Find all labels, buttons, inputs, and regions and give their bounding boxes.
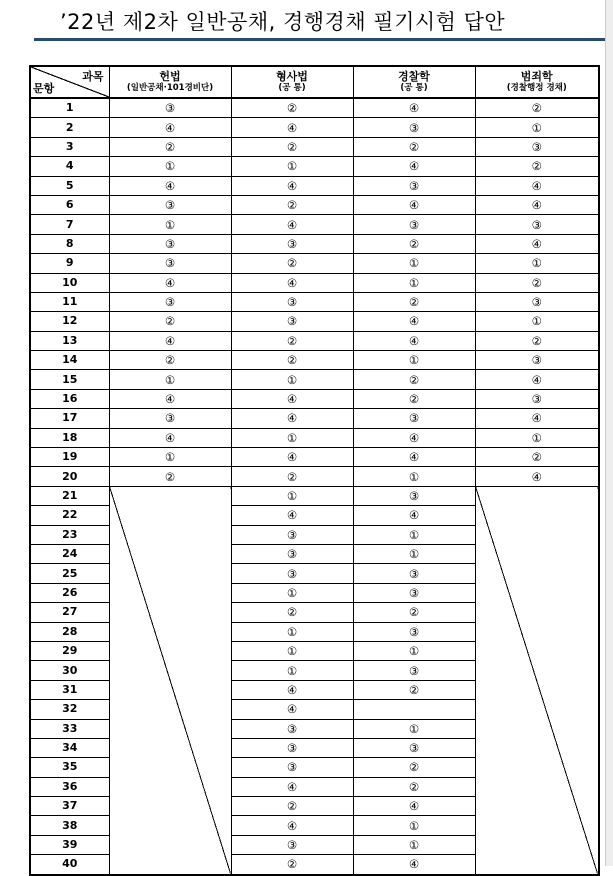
answer-cell-criminology: ④ — [475, 234, 599, 253]
page-title: ’22년 제2차 일반공채, 경행경채 필기시험 답안 — [60, 10, 506, 34]
answer-cell-criminal-law: ④ — [231, 176, 353, 195]
corner-header — [30, 66, 109, 98]
question-number: 26 — [30, 583, 109, 602]
answer-cell-constitution: ④ — [109, 428, 231, 447]
answer-cell-police-science: ① — [353, 816, 475, 835]
answer-cell-criminal-law: ② — [231, 195, 353, 214]
question-number: 2 — [30, 118, 109, 137]
question-number: 39 — [30, 835, 109, 854]
answer-cell-criminal-law: ③ — [231, 719, 353, 738]
subject-header-criminal-law — [231, 66, 353, 98]
answer-cell-constitution: ① — [109, 215, 231, 234]
question-number: 6 — [30, 195, 109, 214]
table-row — [30, 215, 599, 234]
question-number: 32 — [30, 700, 109, 719]
question-number: 29 — [30, 641, 109, 660]
question-number: 9 — [30, 254, 109, 273]
answer-cell-police-science: ③ — [353, 564, 475, 583]
answer-cell-criminology: ④ — [475, 467, 599, 486]
answer-cell-police-science: ③ — [353, 176, 475, 195]
subject-header-constitution — [109, 66, 231, 98]
answer-cell-police-science: ④ — [353, 331, 475, 350]
answer-cell-criminology: ② — [475, 448, 599, 467]
answer-cell-criminal-law: ② — [231, 98, 353, 118]
scrollbar[interactable] — [605, 0, 613, 866]
answer-cell-criminal-law: ④ — [231, 777, 353, 796]
subject-header-criminology — [475, 66, 599, 98]
question-number: 4 — [30, 157, 109, 176]
table-row — [30, 448, 599, 467]
table-row — [30, 428, 599, 447]
answer-cell-constitution: ① — [109, 157, 231, 176]
answer-cell-police-science: ① — [353, 254, 475, 273]
answer-cell-criminal-law: ① — [231, 641, 353, 660]
answer-cell-criminal-law: ② — [231, 797, 353, 816]
answer-cell-criminology: ① — [475, 118, 599, 137]
answer-cell-constitution: ④ — [109, 118, 231, 137]
subject-name: 헌법 — [159, 70, 181, 83]
answer-cell-constitution: ② — [109, 351, 231, 370]
table-row — [30, 312, 599, 331]
answer-cell-constitution: ③ — [109, 292, 231, 311]
answer-cell-constitution: ③ — [109, 195, 231, 214]
table-row — [30, 370, 599, 389]
corner-subject-label: 과목 — [82, 70, 104, 83]
answer-cell-police-science: ② — [353, 603, 475, 622]
question-number: 27 — [30, 603, 109, 622]
answer-cell-police-science: ④ — [353, 448, 475, 467]
table-row — [30, 331, 599, 350]
question-number: 22 — [30, 506, 109, 525]
answer-cell-criminology: ③ — [475, 351, 599, 370]
question-number: 28 — [30, 622, 109, 641]
answer-cell-criminal-law: ① — [231, 486, 353, 505]
blank-cell-constitution — [109, 486, 231, 874]
answer-cell-criminal-law: ② — [231, 603, 353, 622]
table-row — [30, 254, 599, 273]
answer-cell-police-science: ② — [353, 234, 475, 253]
answer-cell-police-science: ① — [353, 641, 475, 660]
answer-table — [29, 65, 600, 876]
answer-cell-criminology: ③ — [475, 389, 599, 408]
question-number: 38 — [30, 816, 109, 835]
answer-cell-criminology: ② — [475, 273, 599, 292]
answer-cell-constitution: ④ — [109, 331, 231, 350]
answer-cell-criminology: ④ — [475, 176, 599, 195]
question-number: 23 — [30, 525, 109, 544]
answer-cell-criminal-law: ① — [231, 583, 353, 602]
answer-cell-criminal-law: ③ — [231, 564, 353, 583]
question-number: 20 — [30, 467, 109, 486]
table-row — [30, 234, 599, 253]
question-number: 24 — [30, 544, 109, 563]
answer-cell-criminology: ④ — [475, 409, 599, 428]
question-number: 12 — [30, 312, 109, 331]
answer-cell-criminal-law: ③ — [231, 312, 353, 331]
answer-cell-police-science: ② — [353, 292, 475, 311]
answer-cell-criminology: ③ — [475, 292, 599, 311]
answer-cell-police-science: ③ — [353, 622, 475, 641]
answer-cell-police-science: ① — [353, 273, 475, 292]
answer-cell-police-science: ③ — [353, 215, 475, 234]
table-row — [30, 467, 599, 486]
question-number: 34 — [30, 738, 109, 757]
question-number: 1 — [30, 98, 109, 118]
answer-cell-constitution: ③ — [109, 234, 231, 253]
subject-note: (일반공채·101경비단) — [126, 83, 214, 93]
corner-number-label: 문항 — [33, 82, 55, 95]
answer-cell-police-science: ③ — [353, 738, 475, 757]
answer-cell-criminal-law: ① — [231, 370, 353, 389]
answer-body — [30, 98, 599, 875]
answer-cell-police-science: ④ — [353, 98, 475, 118]
question-number: 8 — [30, 234, 109, 253]
answer-cell-constitution: ③ — [109, 409, 231, 428]
answer-cell-police-science: ② — [353, 680, 475, 699]
answer-cell-constitution: ③ — [109, 254, 231, 273]
table-row — [30, 137, 599, 156]
answer-cell-police-science: ① — [353, 467, 475, 486]
subject-name: 범죄학 — [520, 70, 553, 83]
subject-name: 경찰학 — [398, 70, 430, 83]
answer-cell-constitution: ② — [109, 137, 231, 156]
answer-cell-constitution: ③ — [109, 98, 231, 118]
answer-cell-police-science: ④ — [353, 506, 475, 525]
question-number: 16 — [30, 389, 109, 408]
question-number: 35 — [30, 758, 109, 777]
answer-cell-police-science: ① — [353, 525, 475, 544]
answer-cell-police-science: ③ — [353, 583, 475, 602]
table-row — [30, 176, 599, 195]
answer-cell-criminal-law: ③ — [231, 738, 353, 757]
answer-cell-police-science: ② — [353, 777, 475, 796]
answer-cell-criminology: ④ — [475, 370, 599, 389]
answer-cell-criminal-law: ④ — [231, 448, 353, 467]
table-row — [30, 409, 599, 428]
answer-cell-criminal-law: ① — [231, 157, 353, 176]
answer-cell-police-science: ② — [353, 370, 475, 389]
answer-cell-criminal-law: ④ — [231, 215, 353, 234]
answer-cell-constitution: ④ — [109, 176, 231, 195]
answer-cell-criminology: ④ — [475, 195, 599, 214]
answer-cell-criminal-law: ③ — [231, 544, 353, 563]
answer-cell-police-science: ③ — [353, 409, 475, 428]
answer-cell-criminal-law: ③ — [231, 758, 353, 777]
answer-cell-criminology: ③ — [475, 215, 599, 234]
answer-cell-constitution: ② — [109, 312, 231, 331]
answer-cell-criminal-law: ② — [231, 351, 353, 370]
answer-cell-criminal-law: ② — [231, 331, 353, 350]
title-bar — [34, 0, 608, 41]
answer-cell-criminal-law: ④ — [231, 118, 353, 137]
question-number: 17 — [30, 409, 109, 428]
subject-note: (공 통) — [278, 83, 306, 93]
answer-cell-police-science: ④ — [353, 797, 475, 816]
answer-cell-police-science: ③ — [353, 661, 475, 680]
question-number: 14 — [30, 351, 109, 370]
answer-cell-police-science: ② — [353, 758, 475, 777]
table-row — [30, 389, 599, 408]
answer-cell-criminal-law: ④ — [231, 700, 353, 719]
answer-cell-criminology: ② — [475, 157, 599, 176]
question-number: 19 — [30, 448, 109, 467]
subject-header-police-science — [353, 66, 475, 98]
answer-cell-constitution: ① — [109, 448, 231, 467]
answer-cell-police-science: ① — [353, 719, 475, 738]
answer-cell-criminal-law: ③ — [231, 234, 353, 253]
question-number: 21 — [30, 486, 109, 505]
subject-note: (공 통) — [400, 83, 428, 93]
question-number: 36 — [30, 777, 109, 796]
answer-cell-criminal-law: ① — [231, 428, 353, 447]
question-number: 10 — [30, 273, 109, 292]
answer-cell-police-science: ② — [353, 137, 475, 156]
answer-cell-police-science: ④ — [353, 855, 475, 875]
table-row — [30, 118, 599, 137]
answer-cell-criminal-law: ③ — [231, 292, 353, 311]
answer-cell-criminal-law: ④ — [231, 816, 353, 835]
answer-cell-police-science — [353, 700, 475, 719]
table-row — [30, 351, 599, 370]
answer-cell-police-science: ④ — [353, 157, 475, 176]
answer-cell-criminology: ③ — [475, 137, 599, 156]
answer-cell-criminology: ① — [475, 312, 599, 331]
answer-cell-criminal-law: ④ — [231, 409, 353, 428]
question-number: 40 — [30, 855, 109, 875]
answer-cell-criminal-law: ④ — [231, 389, 353, 408]
question-number: 18 — [30, 428, 109, 447]
question-number: 30 — [30, 661, 109, 680]
answer-cell-criminal-law: ④ — [231, 506, 353, 525]
answer-cell-constitution: ④ — [109, 389, 231, 408]
answer-cell-criminal-law: ④ — [231, 273, 353, 292]
answer-cell-police-science: ① — [353, 351, 475, 370]
answer-cell-criminal-law: ④ — [231, 680, 353, 699]
answer-cell-criminal-law: ② — [231, 855, 353, 875]
subject-note: (경찰행정 경채) — [506, 83, 567, 93]
blank-cell-criminology — [475, 486, 599, 874]
answer-cell-police-science: ④ — [353, 312, 475, 331]
table-row — [30, 195, 599, 214]
answer-cell-criminal-law: ② — [231, 467, 353, 486]
answer-cell-criminal-law: ③ — [231, 835, 353, 854]
subject-name: 형사법 — [276, 70, 308, 83]
answer-cell-criminology: ② — [475, 331, 599, 350]
table-row — [30, 292, 599, 311]
question-number: 7 — [30, 215, 109, 234]
answer-cell-constitution: ① — [109, 370, 231, 389]
header-row — [30, 66, 599, 98]
question-number: 3 — [30, 137, 109, 156]
answer-cell-criminology: ② — [475, 98, 599, 118]
table-row — [30, 157, 599, 176]
question-number: 11 — [30, 292, 109, 311]
answer-cell-criminal-law: ① — [231, 661, 353, 680]
answer-cell-police-science: ② — [353, 389, 475, 408]
answer-cell-criminology: ① — [475, 254, 599, 273]
answer-cell-police-science: ③ — [353, 486, 475, 505]
answer-cell-criminal-law: ② — [231, 137, 353, 156]
answer-cell-criminal-law: ② — [231, 254, 353, 273]
table-row — [30, 98, 599, 118]
question-number: 25 — [30, 564, 109, 583]
answer-cell-police-science: ③ — [353, 118, 475, 137]
question-number: 37 — [30, 797, 109, 816]
question-number: 5 — [30, 176, 109, 195]
answer-cell-criminal-law: ③ — [231, 525, 353, 544]
answer-cell-police-science: ① — [353, 835, 475, 854]
table-row — [30, 486, 599, 505]
answer-cell-police-science: ④ — [353, 195, 475, 214]
answer-cell-constitution: ② — [109, 467, 231, 486]
question-number: 13 — [30, 331, 109, 350]
answer-cell-constitution: ④ — [109, 273, 231, 292]
table-row — [30, 273, 599, 292]
answer-cell-police-science: ① — [353, 544, 475, 563]
question-number: 33 — [30, 719, 109, 738]
answer-cell-police-science: ④ — [353, 428, 475, 447]
question-number: 15 — [30, 370, 109, 389]
answer-cell-criminal-law: ① — [231, 622, 353, 641]
question-number: 31 — [30, 680, 109, 699]
answer-cell-criminology: ① — [475, 428, 599, 447]
